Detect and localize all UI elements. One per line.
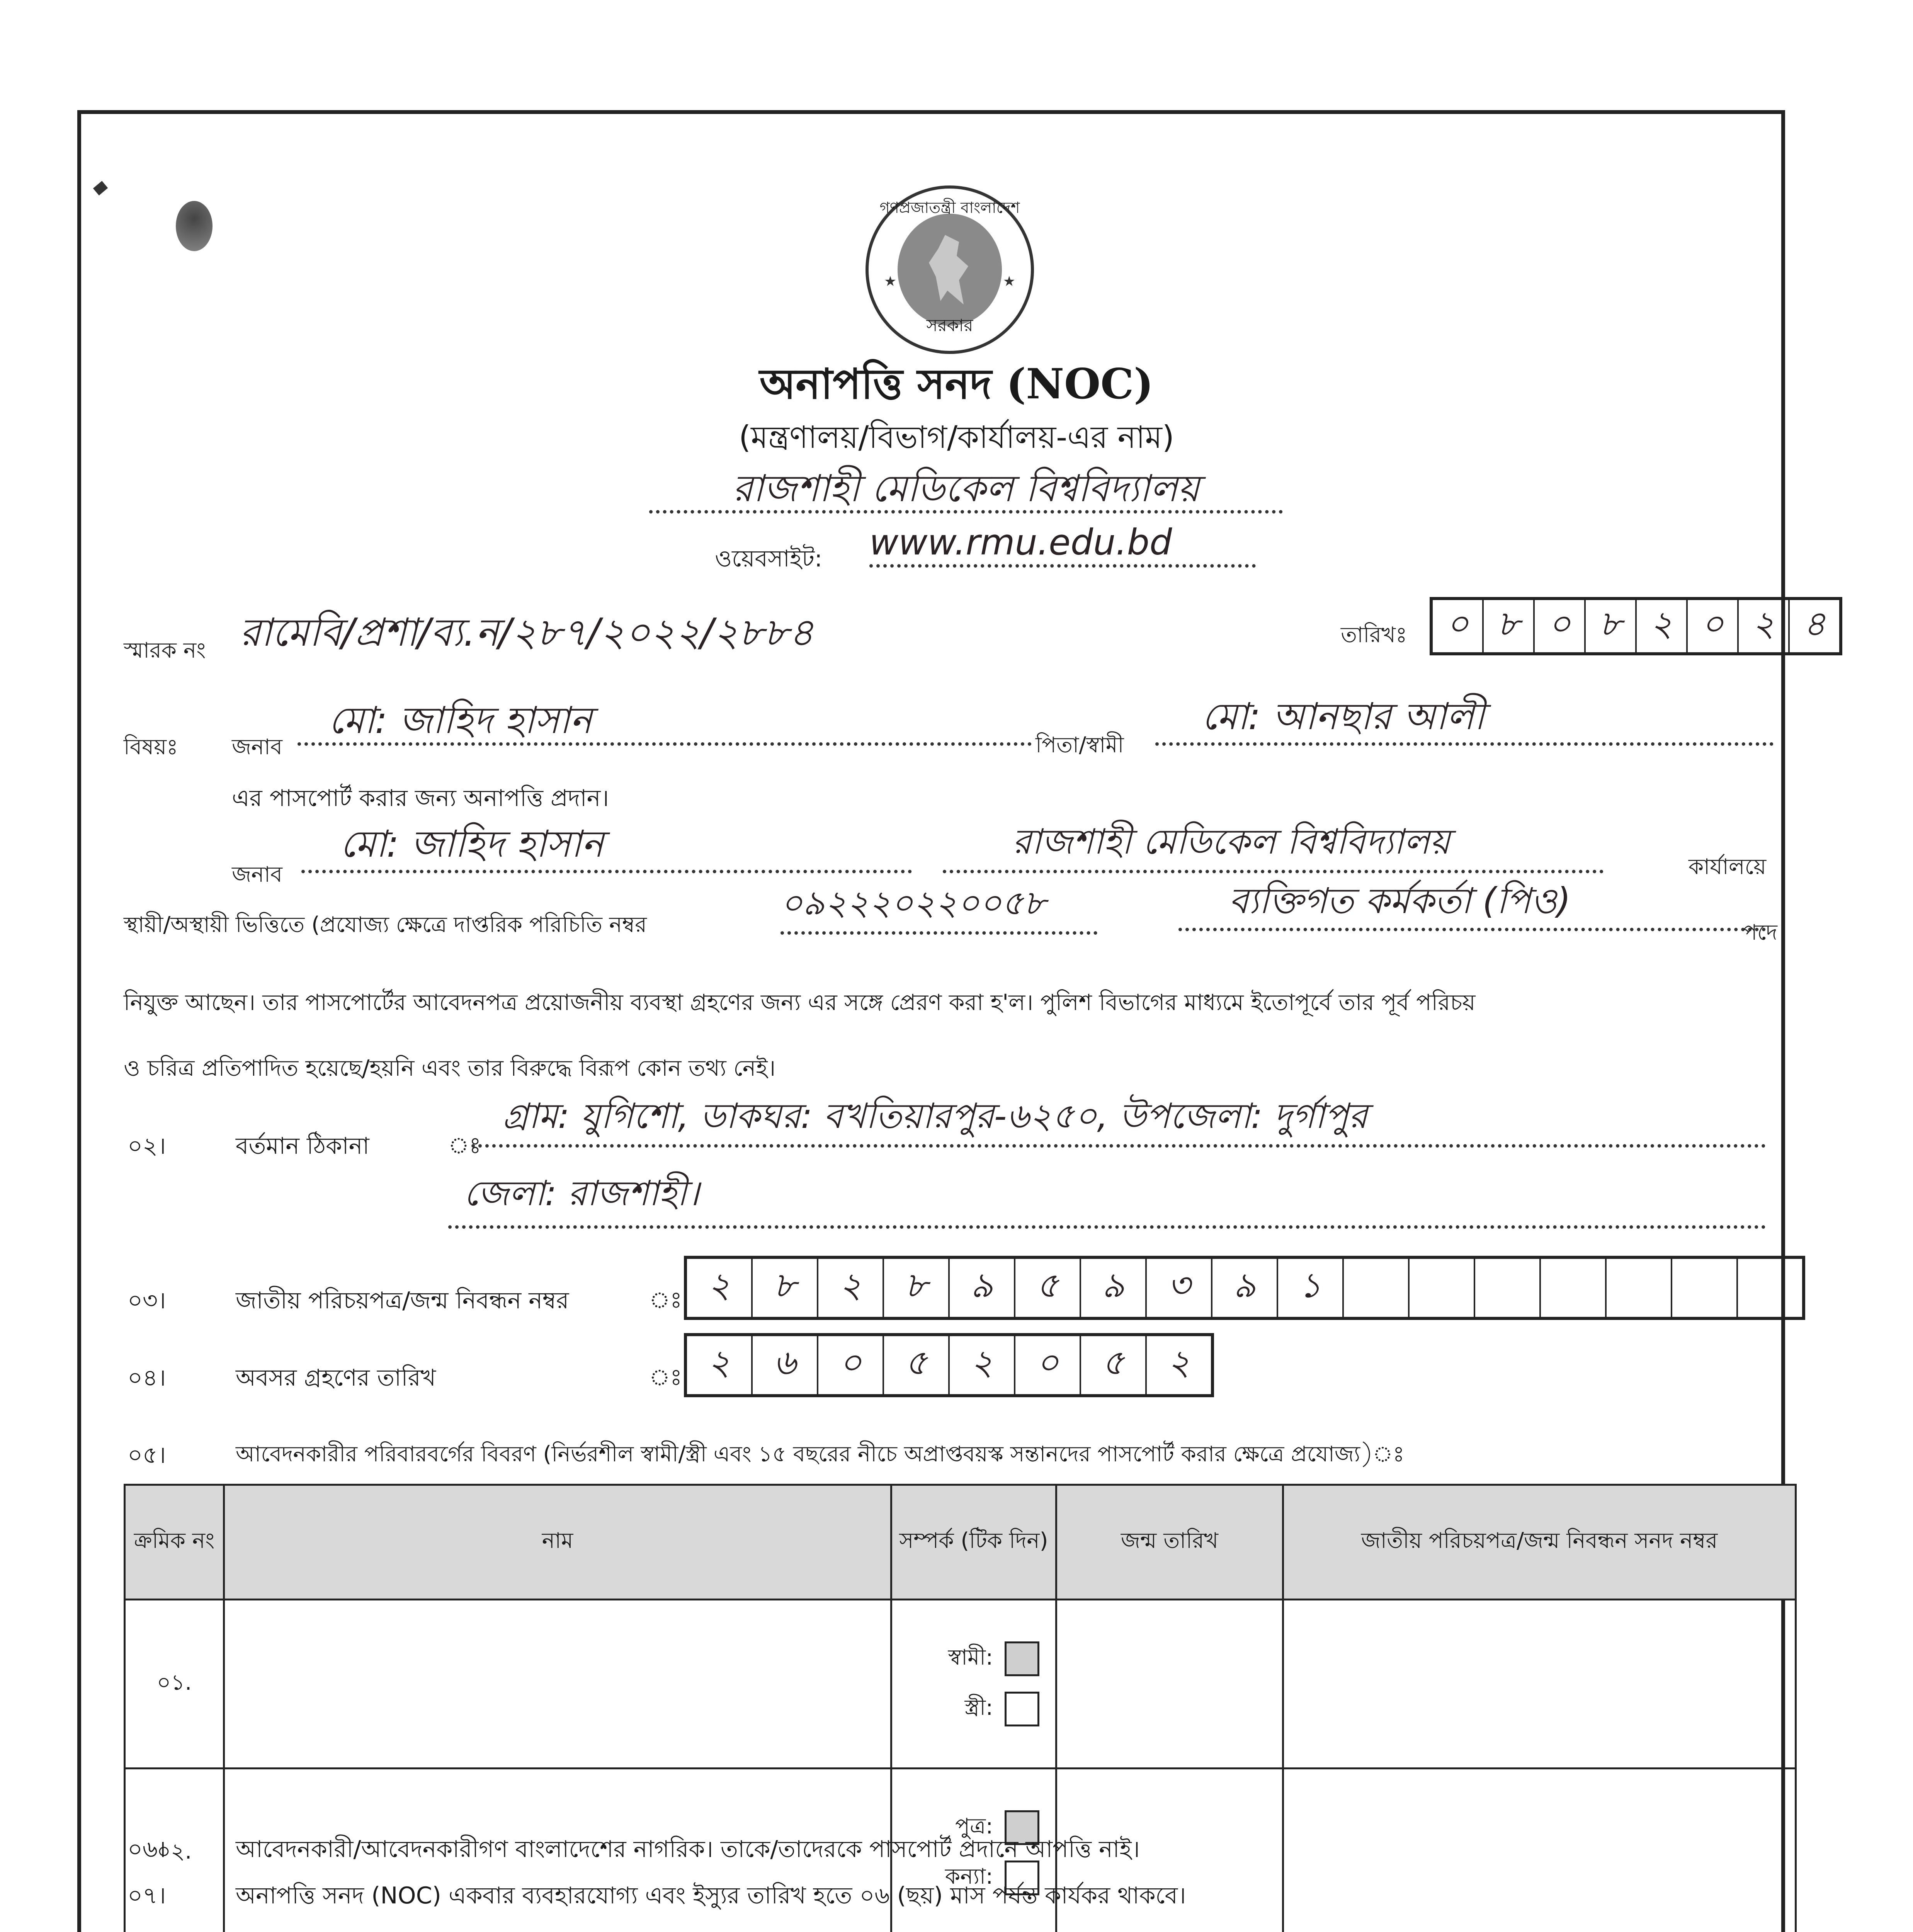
nid-label: জাতীয় পরিচয়পত্র/জন্ম নিবন্ধন নম্বর	[236, 1287, 569, 1314]
row-dob-cell[interactable]	[1056, 1600, 1283, 1769]
post-suffix: পদে	[1743, 920, 1777, 945]
row-serial: ০২.	[125, 1769, 224, 1932]
header-relation: সম্পর্ক (টিক দিন)	[891, 1485, 1056, 1600]
employee-name-field[interactable]: মো: জাহিদ হাসান	[301, 815, 912, 873]
relation-label: কন্যা:	[945, 1864, 993, 1889]
digit-box[interactable]: ০	[1015, 1336, 1081, 1394]
header-serial: ক্রমিক নং	[125, 1485, 224, 1600]
family-label: আবেদনকারীর পরিবারবর্গের বিবরণ (নির্ভরশীল স্বামী/স্ত্রী এবং ১৫ বছরের নীচে অপ্রাপ্তবয়স্ক সন্তানদের পাসপোর্ট করার ক্ষেত্রে প্রযোজ্য)ঃ	[236, 1442, 1405, 1467]
colon: ঃ	[649, 1364, 682, 1390]
nid-boxes	[684, 1256, 1805, 1320]
paragraph-line4: ও চরিত্র প্রতিপাদিত হয়েছে/হয়নি এবং তার বিরুদ্ধে বিরূপ কোন তথ্য নেই।	[124, 1055, 776, 1081]
header-dob: জন্ম তারিখ	[1056, 1485, 1283, 1600]
family-num: ০৫।	[128, 1442, 166, 1469]
designation-field[interactable]: ব্যক্তিগত কর্মকর্তা (পিও)	[1178, 873, 1766, 931]
memo-label: স্মারক নং	[124, 638, 206, 663]
nid-num: ০৩।	[128, 1287, 166, 1314]
government-emblem	[866, 185, 1034, 354]
citizen-text: আবেদনকারী/আবেদনকারীগণ বাংলাদেশের নাগরিক। তাকে/তাদেরকে পাসপোর্ট প্রদানে আপত্তি নাই।	[236, 1836, 1140, 1863]
digit-box[interactable]: ২	[687, 1259, 753, 1317]
address-line1-field[interactable]: গ্রাম: যুগিশো, ডাকঘর: বখতিয়ারপুর-৬২৫০, উপজেলা: দুর্গাপুর	[471, 1090, 1766, 1148]
relation-label: স্ত্রী:	[964, 1695, 993, 1720]
date-label: তারিখঃ	[1341, 622, 1407, 648]
address-label: বর্তমান ঠিকানা	[236, 1133, 369, 1160]
validity-num: ০৭।	[128, 1882, 166, 1909]
official-id-field[interactable]: ০৯২২২০২২০০৫৮	[781, 877, 1097, 935]
emblem-bottom-text: সরকার	[926, 316, 973, 335]
validity-text: অনাপত্তি সনদ (NOC) একবার ব্যবহারযোগ্য এবং ইস্যুর তারিখ হতে ০৬ (ছয়) মাস পর্যন্ত কার্যকর থাকবে।	[236, 1882, 1186, 1909]
janab-label: জনাব	[232, 735, 282, 760]
retirement-num: ০৪।	[128, 1364, 166, 1391]
relation-label: স্বামী:	[948, 1645, 993, 1670]
janab-label-2: জনাব	[232, 862, 282, 887]
emblem-top-text: গণপ্রজাতন্ত্রী বাংলাদেশ	[879, 199, 1020, 217]
digit-box[interactable]	[1607, 1259, 1672, 1317]
website-label: ওয়েবসাইট:	[715, 545, 823, 572]
digit-box[interactable]: ৩	[1147, 1259, 1212, 1317]
digit-box[interactable]: ৪	[1803, 603, 1826, 644]
digit-box[interactable]	[1344, 1259, 1410, 1317]
digit-box[interactable]: ৮	[884, 1259, 950, 1317]
digit-box[interactable]: ৮	[1586, 600, 1637, 652]
row-nid-cell[interactable]	[1283, 1769, 1796, 1932]
digit-box[interactable]: ৫	[1081, 1336, 1147, 1394]
paragraph-line3: নিযুক্ত আছেন। তার পাসপোর্টের আবেদনপত্র প্রয়োজনীয় ব্যবস্থা গ্রহণের জন্য এর সঙ্গে প্রেরণ করা হ'ল। পুলিশ বিভাগের মাধ্যমে ইতোপূর্বে তার পূর্ব পরিচয়	[124, 989, 1476, 1015]
digit-box[interactable]: ২	[687, 1336, 753, 1394]
bangladesh-map-icon	[927, 235, 973, 304]
relation-checkbox-husband[interactable]	[1005, 1641, 1039, 1676]
emblem-disc	[898, 214, 1002, 326]
memo-number-field[interactable]: রামেবি/প্রশা/ব্য.ন/২৮৭/২০২২/২৮৮৪	[240, 610, 814, 655]
digit-box[interactable]: ৮	[753, 1259, 818, 1317]
employee-office-field[interactable]: রাজশাহী মেডিকেল বিশ্ববিদ্যালয়	[943, 815, 1604, 873]
digit-box[interactable]: ২	[818, 1259, 884, 1317]
website-field[interactable]: www.rmu.edu.bd	[869, 522, 1256, 568]
digit-box[interactable]: ১	[1278, 1259, 1344, 1317]
colon: ঃ	[448, 1132, 481, 1158]
digit-box[interactable]: ৯	[950, 1259, 1015, 1317]
subject-label: বিষয়ঃ	[124, 735, 178, 760]
digit-box[interactable]: ২	[1739, 600, 1790, 652]
digit-box[interactable]: ০	[1433, 600, 1484, 652]
digit-box[interactable]: ২	[1637, 600, 1688, 652]
digit-box[interactable]	[1541, 1259, 1607, 1317]
basis-text: স্থায়ী/অস্থায়ী ভিত্তিতে (প্রযোজ্য ক্ষেত্রে দাপ্তরিক পরিচিতি নম্বর	[124, 912, 647, 937]
subject-line2: এর পাসপোর্ট করার জন্য অনাপত্তি প্রদান।	[232, 785, 609, 812]
digit-box[interactable]	[1672, 1259, 1738, 1317]
header-name: নাম	[224, 1485, 891, 1600]
relation-label: পুত্র:	[955, 1814, 993, 1839]
star-icon: ★	[884, 274, 897, 289]
digit-box[interactable]: ০	[1688, 600, 1739, 652]
father-label: পিতা/স্বামী	[1036, 733, 1124, 758]
document-title: অনাপত্তি সনদ (NOC)	[759, 360, 1154, 408]
digit-box[interactable]	[1410, 1259, 1475, 1317]
relation-checkbox-wife[interactable]	[1005, 1692, 1039, 1726]
retirement-date-boxes	[684, 1333, 1214, 1397]
address-num: ০২।	[128, 1133, 166, 1160]
digit-box[interactable]	[1738, 1259, 1802, 1317]
table-row	[125, 1600, 1796, 1769]
retirement-label: অবসর গ্রহণের তারিখ	[236, 1364, 436, 1391]
row-nid-cell[interactable]	[1283, 1600, 1796, 1769]
digit-box[interactable]: ৮	[1484, 600, 1535, 652]
digit-box[interactable]: ০	[818, 1336, 884, 1394]
row-name-cell[interactable]	[224, 1600, 891, 1769]
document-subtitle: (মন্ত্রণালয়/বিভাগ/কার্যালয়-এর নাম)	[739, 419, 1174, 455]
father-name-field[interactable]: মো: আনছার আলী	[1155, 688, 1774, 746]
row-relation-cell	[891, 1600, 1056, 1769]
citizen-num: ০৬।	[128, 1836, 166, 1863]
digit-box[interactable]: ৯	[1081, 1259, 1147, 1317]
row-serial: ০১.	[125, 1600, 224, 1769]
digit-box[interactable]	[1475, 1259, 1541, 1317]
digit-box[interactable]: ৬	[753, 1336, 818, 1394]
header-nid: জাতীয় পরিচয়পত্র/জন্ম নিবন্ধন সনদ নম্বর	[1283, 1485, 1796, 1600]
digit-box[interactable]: ৫	[884, 1336, 950, 1394]
colon: ঃ	[649, 1287, 682, 1313]
star-icon: ★	[1003, 274, 1015, 289]
applicant-name-field[interactable]: মো: জাহিদ হাসান	[298, 692, 1032, 746]
office-name-field[interactable]: রাজশাহী মেডিকেল বিশ্ববিদ্যালয়	[649, 460, 1283, 514]
office-suffix: কার্যালয়ে	[1689, 854, 1767, 879]
digit-box[interactable]: ৫	[1015, 1259, 1081, 1317]
address-line2-field[interactable]: জেলা: রাজশাহী।	[448, 1167, 1766, 1229]
digit-box[interactable]: ২	[950, 1336, 1015, 1394]
digit-box[interactable]: ০	[1535, 600, 1586, 652]
punch-hole	[176, 201, 213, 251]
digit-box[interactable]: ২	[1167, 1342, 1190, 1383]
date-boxes	[1430, 597, 1842, 655]
digit-box[interactable]: ৯	[1212, 1259, 1278, 1317]
